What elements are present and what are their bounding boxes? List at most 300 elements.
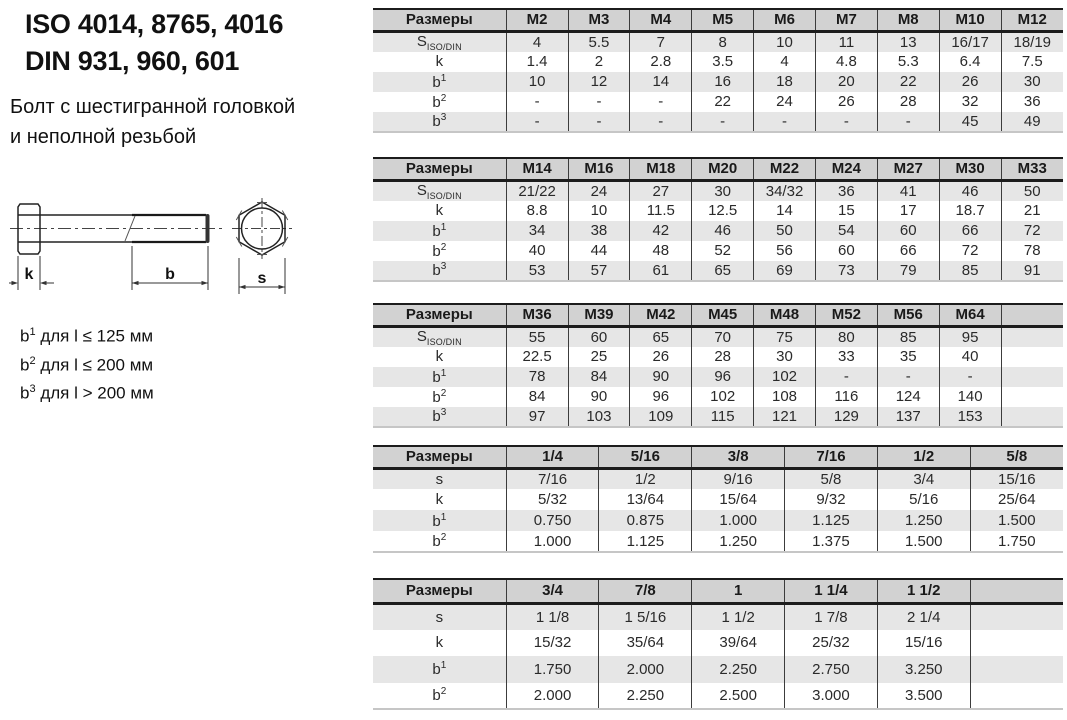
table-cell-blank bbox=[1001, 367, 1063, 387]
table-cell: 7 bbox=[630, 31, 692, 52]
table-cell: 17 bbox=[877, 201, 939, 221]
table-row bbox=[373, 347, 1063, 367]
header-row bbox=[373, 579, 1063, 603]
table-cell: 8.8 bbox=[506, 201, 568, 221]
table-cell: 26 bbox=[815, 92, 877, 112]
table-cell: 20 bbox=[815, 72, 877, 92]
table-row bbox=[373, 510, 1063, 531]
table-row bbox=[373, 489, 1063, 510]
table-cell: 1 1/2 bbox=[692, 603, 785, 630]
table-cell: 40 bbox=[506, 241, 568, 261]
page-subtitle bbox=[10, 92, 295, 152]
table-cell: 18.7 bbox=[939, 201, 1001, 221]
table-row bbox=[373, 630, 1063, 657]
page-title bbox=[25, 6, 283, 80]
table-cell: 3/4 bbox=[877, 468, 970, 489]
table-cell: 61 bbox=[630, 261, 692, 281]
table-cell: 3.5 bbox=[692, 52, 754, 72]
row-label: s bbox=[435, 470, 444, 488]
table-cell: 13/64 bbox=[599, 489, 692, 510]
row-label: $b^3$ bbox=[432, 112, 447, 130]
table-cell: 28 bbox=[692, 347, 754, 367]
table-cell: 38 bbox=[568, 221, 630, 241]
table-cell: 70 bbox=[692, 326, 754, 347]
table-metric-m36-m64 bbox=[373, 303, 1063, 428]
row-label: $b^2$ bbox=[432, 532, 447, 550]
table-cell: 1 7/8 bbox=[785, 603, 878, 630]
bolt-technical-drawing bbox=[8, 190, 338, 302]
table-cell: 0.750 bbox=[506, 510, 599, 531]
row-label: $S_{ISO/DIN}$ bbox=[416, 32, 462, 52]
table-cell: - bbox=[506, 112, 568, 132]
table-row bbox=[373, 221, 1063, 241]
table-cell: 90 bbox=[568, 387, 630, 407]
table-cell: 2 bbox=[568, 52, 630, 72]
table-cell: 11 bbox=[815, 31, 877, 52]
table-cell: 2.000 bbox=[599, 656, 692, 683]
table-cell: 4 bbox=[754, 52, 816, 72]
column-header-corner: Размеры bbox=[373, 9, 506, 31]
table-row bbox=[373, 367, 1063, 387]
column-header: M7 bbox=[815, 9, 877, 31]
table-cell: 60 bbox=[877, 221, 939, 241]
table-cell: 25/64 bbox=[970, 489, 1063, 510]
column-header: M52 bbox=[815, 304, 877, 326]
row-label: $b^1$ bbox=[432, 72, 447, 91]
table-cell: 2.8 bbox=[630, 52, 692, 72]
table-cell: 55 bbox=[506, 326, 568, 347]
table-cell: - bbox=[939, 367, 1001, 387]
table-cell: 124 bbox=[877, 387, 939, 407]
table-cell: 1.250 bbox=[877, 510, 970, 531]
table-cell: 5.5 bbox=[568, 31, 630, 52]
table-cell: 48 bbox=[630, 241, 692, 261]
table-cell-blank bbox=[1001, 347, 1063, 367]
table-cell: 21 bbox=[1001, 201, 1063, 221]
column-header: M24 bbox=[815, 158, 877, 180]
table-cell: 2.750 bbox=[785, 656, 878, 683]
table-cell: 35 bbox=[877, 347, 939, 367]
dimension-label-b: b bbox=[165, 266, 175, 283]
table-cell: 28 bbox=[877, 92, 939, 112]
table-cell: 1.250 bbox=[692, 531, 785, 552]
table-cell: 84 bbox=[506, 387, 568, 407]
bolt-thread-outline bbox=[132, 215, 206, 242]
table-cell: 95 bbox=[939, 326, 1001, 347]
table-cell: 85 bbox=[939, 261, 1001, 281]
row-label: k bbox=[435, 348, 444, 365]
table-row bbox=[373, 92, 1063, 112]
table-cell: 50 bbox=[1001, 180, 1063, 201]
table-cell: 12 bbox=[568, 72, 630, 92]
dimensions-table bbox=[373, 8, 1063, 133]
table-cell: 25 bbox=[568, 347, 630, 367]
table-cell: 80 bbox=[815, 326, 877, 347]
column-header: M20 bbox=[692, 158, 754, 180]
table-cell: 15/16 bbox=[970, 468, 1063, 489]
table-cell: 72 bbox=[1001, 221, 1063, 241]
table-cell: 78 bbox=[1001, 241, 1063, 261]
row-label: k bbox=[435, 202, 444, 219]
table-cell: 57 bbox=[568, 261, 630, 281]
table-cell: 12.5 bbox=[692, 201, 754, 221]
table-cell: 32 bbox=[939, 92, 1001, 112]
s-arrow-left bbox=[239, 285, 246, 289]
table-cell: 75 bbox=[754, 326, 816, 347]
table-row bbox=[373, 241, 1063, 261]
table-cell: 1.500 bbox=[877, 531, 970, 552]
column-header: M5 bbox=[692, 9, 754, 31]
column-header: 5/16 bbox=[599, 446, 692, 468]
table-cell: - bbox=[754, 112, 816, 132]
table-cell: 103 bbox=[568, 407, 630, 427]
table-cell: 2.000 bbox=[506, 683, 599, 710]
table-cell: - bbox=[568, 112, 630, 132]
table-cell: 7/16 bbox=[506, 468, 599, 489]
table-cell: 73 bbox=[815, 261, 877, 281]
row-label: $b^2$ bbox=[432, 241, 447, 260]
table-cell: 85 bbox=[877, 326, 939, 347]
table-metric-m14-m33 bbox=[373, 157, 1063, 282]
table-cell: 15/16 bbox=[877, 630, 970, 657]
table-cell: - bbox=[506, 92, 568, 112]
b-arrow-left bbox=[132, 281, 139, 285]
table-row bbox=[373, 531, 1063, 552]
table-cell: 1.000 bbox=[692, 510, 785, 531]
bolt-end-chamfer bbox=[206, 214, 210, 243]
table-cell: 97 bbox=[506, 407, 568, 427]
table-cell: 1.750 bbox=[970, 531, 1063, 552]
column-header: M8 bbox=[877, 9, 939, 31]
title-din: DIN 931, 960, 601 bbox=[25, 46, 240, 76]
table-row bbox=[373, 387, 1063, 407]
table-cell: 65 bbox=[692, 261, 754, 281]
table-cell: 52 bbox=[692, 241, 754, 261]
table-cell-blank bbox=[1001, 387, 1063, 407]
table-cell: 109 bbox=[630, 407, 692, 427]
table-cell: 66 bbox=[877, 241, 939, 261]
header-row bbox=[373, 304, 1063, 326]
table-cell: 13 bbox=[877, 31, 939, 52]
column-header-corner: Размеры bbox=[373, 446, 506, 468]
table-cell: 11.5 bbox=[630, 201, 692, 221]
table-cell: 2 1/4 bbox=[877, 603, 970, 630]
table-cell: 2.250 bbox=[599, 683, 692, 710]
table-cell: 22 bbox=[692, 92, 754, 112]
table-row bbox=[373, 112, 1063, 132]
table-cell: 24 bbox=[568, 180, 630, 201]
table-cell: 3.250 bbox=[877, 656, 970, 683]
table-cell: 60 bbox=[815, 241, 877, 261]
table-cell: 53 bbox=[506, 261, 568, 281]
table-cell: 15/64 bbox=[692, 489, 785, 510]
table-cell: 39/64 bbox=[692, 630, 785, 657]
column-header: M18 bbox=[630, 158, 692, 180]
footnote-b3: $b^3$ для l > 200 мм bbox=[20, 383, 154, 403]
table-cell: - bbox=[815, 112, 877, 132]
table-cell: 10 bbox=[506, 72, 568, 92]
table-cell: 65 bbox=[630, 326, 692, 347]
dimension-label-k: k bbox=[24, 266, 34, 283]
table-cell: 46 bbox=[939, 180, 1001, 201]
table-cell: 30 bbox=[692, 180, 754, 201]
table-row bbox=[373, 603, 1063, 630]
k-arrow-left bbox=[12, 281, 19, 285]
table-cell: 1.500 bbox=[970, 510, 1063, 531]
table-cell: 153 bbox=[939, 407, 1001, 427]
table-cell: 9/32 bbox=[785, 489, 878, 510]
row-label: $b^2$ bbox=[432, 92, 447, 111]
column-header-blank bbox=[1001, 304, 1063, 326]
table-row bbox=[373, 72, 1063, 92]
row-label: $b^1$ bbox=[432, 367, 447, 386]
column-header-corner: Размеры bbox=[373, 158, 506, 180]
row-label: k bbox=[435, 634, 444, 652]
table-cell: 56 bbox=[754, 241, 816, 261]
column-header: 7/16 bbox=[785, 446, 878, 468]
table-cell: 5.3 bbox=[877, 52, 939, 72]
table-cell: 54 bbox=[815, 221, 877, 241]
column-header-corner: Размеры bbox=[373, 304, 506, 326]
table-cell: 40 bbox=[939, 347, 1001, 367]
table-cell-blank bbox=[970, 656, 1063, 683]
table-cell: 108 bbox=[754, 387, 816, 407]
table-cell: 91 bbox=[1001, 261, 1063, 281]
table-cell: 66 bbox=[939, 221, 1001, 241]
column-header: M42 bbox=[630, 304, 692, 326]
dimension-label-s: s bbox=[257, 270, 267, 287]
dimensions-table bbox=[373, 303, 1063, 428]
table-row bbox=[373, 468, 1063, 489]
table-cell: 96 bbox=[692, 367, 754, 387]
header-row bbox=[373, 9, 1063, 31]
column-header: M6 bbox=[754, 9, 816, 31]
table-cell: - bbox=[568, 92, 630, 112]
header-row bbox=[373, 446, 1063, 468]
table-cell: 4.8 bbox=[815, 52, 877, 72]
row-label: $b^1$ bbox=[432, 511, 447, 530]
column-header: M39 bbox=[568, 304, 630, 326]
table-cell: 72 bbox=[939, 241, 1001, 261]
column-header: M27 bbox=[877, 158, 939, 180]
table-cell: - bbox=[630, 92, 692, 112]
table-cell: 36 bbox=[815, 180, 877, 201]
column-header: M48 bbox=[754, 304, 816, 326]
table-cell: 6.4 bbox=[939, 52, 1001, 72]
table-cell-blank bbox=[1001, 326, 1063, 347]
table-cell: - bbox=[815, 367, 877, 387]
footnotes bbox=[20, 320, 154, 406]
dimensions-table bbox=[373, 578, 1063, 710]
table-inch-large bbox=[373, 578, 1063, 710]
table-cell: 2.500 bbox=[692, 683, 785, 710]
column-header-corner: Размеры bbox=[373, 579, 506, 603]
table-row bbox=[373, 52, 1063, 72]
table-cell: 1/2 bbox=[599, 468, 692, 489]
k-arrow-right bbox=[40, 281, 47, 285]
table-row bbox=[373, 261, 1063, 281]
column-header: 3/8 bbox=[692, 446, 785, 468]
table-cell: 129 bbox=[815, 407, 877, 427]
table-cell: 34 bbox=[506, 221, 568, 241]
table-cell: 1 1/8 bbox=[506, 603, 599, 630]
table-row bbox=[373, 656, 1063, 683]
table-cell: 1.750 bbox=[506, 656, 599, 683]
table-cell-blank bbox=[970, 683, 1063, 710]
row-label: $b^1$ bbox=[432, 660, 447, 679]
column-header: M64 bbox=[939, 304, 1001, 326]
dimensions-table bbox=[373, 157, 1063, 282]
table-cell: 15/32 bbox=[506, 630, 599, 657]
table-cell: 16/17 bbox=[939, 31, 1001, 52]
table-cell: - bbox=[630, 112, 692, 132]
column-header: 1/4 bbox=[506, 446, 599, 468]
table-cell: 5/32 bbox=[506, 489, 599, 510]
table-cell: 14 bbox=[754, 201, 816, 221]
table-inch-small bbox=[373, 445, 1063, 553]
footnote-b1: $b^1$ для l ≤ 125 мм bbox=[20, 326, 154, 346]
table-cell: 102 bbox=[754, 367, 816, 387]
column-header: 7/8 bbox=[599, 579, 692, 603]
table-cell: 79 bbox=[877, 261, 939, 281]
column-header: M2 bbox=[506, 9, 568, 31]
table-cell: 45 bbox=[939, 112, 1001, 132]
table-cell: 34/32 bbox=[754, 180, 816, 201]
table-cell-blank bbox=[970, 630, 1063, 657]
table-cell: 5/8 bbox=[785, 468, 878, 489]
table-cell: 1.000 bbox=[506, 531, 599, 552]
table-cell: 30 bbox=[754, 347, 816, 367]
table-cell: 36 bbox=[1001, 92, 1063, 112]
table-row bbox=[373, 31, 1063, 52]
table-cell: 26 bbox=[939, 72, 1001, 92]
header-row bbox=[373, 158, 1063, 180]
column-header: M22 bbox=[754, 158, 816, 180]
table-cell: 14 bbox=[630, 72, 692, 92]
column-header: M56 bbox=[877, 304, 939, 326]
table-cell: 35/64 bbox=[599, 630, 692, 657]
table-cell: 21/22 bbox=[506, 180, 568, 201]
table-cell: 7.5 bbox=[1001, 52, 1063, 72]
table-cell: 10 bbox=[754, 31, 816, 52]
table-row bbox=[373, 683, 1063, 710]
table-cell: 84 bbox=[568, 367, 630, 387]
table-cell: 0.875 bbox=[599, 510, 692, 531]
row-label: s bbox=[435, 608, 444, 626]
table-cell: 24 bbox=[754, 92, 816, 112]
table-cell: 18/19 bbox=[1001, 31, 1063, 52]
column-header: M4 bbox=[630, 9, 692, 31]
table-cell: 30 bbox=[1001, 72, 1063, 92]
column-header: M3 bbox=[568, 9, 630, 31]
table-cell: 25/32 bbox=[785, 630, 878, 657]
table-row bbox=[373, 326, 1063, 347]
subtitle-line-1: Болт с шестигранной головкой bbox=[10, 96, 296, 118]
table-cell: 46 bbox=[692, 221, 754, 241]
table-cell-blank bbox=[970, 603, 1063, 630]
table-cell: 42 bbox=[630, 221, 692, 241]
row-label: $b^3$ bbox=[432, 407, 447, 425]
table-cell: 50 bbox=[754, 221, 816, 241]
table-cell: 22 bbox=[877, 72, 939, 92]
column-header: 1/2 bbox=[877, 446, 970, 468]
table-cell: 1.125 bbox=[599, 531, 692, 552]
row-label: $S_{ISO/DIN}$ bbox=[416, 181, 462, 201]
table-cell: 3.000 bbox=[785, 683, 878, 710]
table-cell: 116 bbox=[815, 387, 877, 407]
column-header: 3/4 bbox=[506, 579, 599, 603]
row-label: $b^3$ bbox=[432, 261, 447, 279]
table-cell: 102 bbox=[692, 387, 754, 407]
table-cell: 33 bbox=[815, 347, 877, 367]
footnote-b2: $b^2$ для l ≤ 200 мм bbox=[20, 354, 154, 375]
table-cell: 8 bbox=[692, 31, 754, 52]
column-header-blank bbox=[970, 579, 1063, 603]
b-arrow-right bbox=[202, 281, 209, 285]
table-cell: - bbox=[692, 112, 754, 132]
row-label: k bbox=[435, 491, 444, 508]
table-cell: - bbox=[877, 112, 939, 132]
table-cell: 9/16 bbox=[692, 468, 785, 489]
table-cell: 115 bbox=[692, 407, 754, 427]
column-header: M36 bbox=[506, 304, 568, 326]
table-row bbox=[373, 180, 1063, 201]
table-cell: 22.5 bbox=[506, 347, 568, 367]
table-cell: 16 bbox=[692, 72, 754, 92]
table-cell: 1.375 bbox=[785, 531, 878, 552]
title-iso: ISO 4014, 8765, 4016 bbox=[25, 9, 284, 39]
table-cell: 44 bbox=[568, 241, 630, 261]
table-cell: 1.4 bbox=[506, 52, 568, 72]
table-row bbox=[373, 407, 1063, 427]
table-cell: 121 bbox=[754, 407, 816, 427]
column-header: M10 bbox=[939, 9, 1001, 31]
column-header: M14 bbox=[506, 158, 568, 180]
column-header: M30 bbox=[939, 158, 1001, 180]
table-cell: 69 bbox=[754, 261, 816, 281]
table-cell: 78 bbox=[506, 367, 568, 387]
hex-corner-ticks bbox=[236, 203, 287, 255]
column-header: M33 bbox=[1001, 158, 1063, 180]
s-arrow-right bbox=[279, 285, 286, 289]
table-cell: - bbox=[877, 367, 939, 387]
table-cell: 27 bbox=[630, 180, 692, 201]
table-cell: 41 bbox=[877, 180, 939, 201]
table-cell: 5/16 bbox=[877, 489, 970, 510]
row-label: $b^1$ bbox=[432, 221, 447, 240]
table-cell: 60 bbox=[568, 326, 630, 347]
row-label: k bbox=[435, 53, 444, 70]
row-label: $S_{ISO/DIN}$ bbox=[416, 327, 462, 347]
table-cell: 1.125 bbox=[785, 510, 878, 531]
table-cell: 1 5/16 bbox=[599, 603, 692, 630]
table-cell: 140 bbox=[939, 387, 1001, 407]
table-metric-m2-m12 bbox=[373, 8, 1063, 133]
column-header: M45 bbox=[692, 304, 754, 326]
table-cell: 26 bbox=[630, 347, 692, 367]
column-header: 1 bbox=[692, 579, 785, 603]
table-cell: 96 bbox=[630, 387, 692, 407]
column-header: 1 1/4 bbox=[785, 579, 878, 603]
column-header: M16 bbox=[568, 158, 630, 180]
column-header: M12 bbox=[1001, 9, 1063, 31]
column-header: 1 1/2 bbox=[877, 579, 970, 603]
table-cell: 137 bbox=[877, 407, 939, 427]
table-cell-blank bbox=[1001, 407, 1063, 427]
column-header: 5/8 bbox=[970, 446, 1063, 468]
table-cell: 10 bbox=[568, 201, 630, 221]
table-cell: 2.250 bbox=[692, 656, 785, 683]
